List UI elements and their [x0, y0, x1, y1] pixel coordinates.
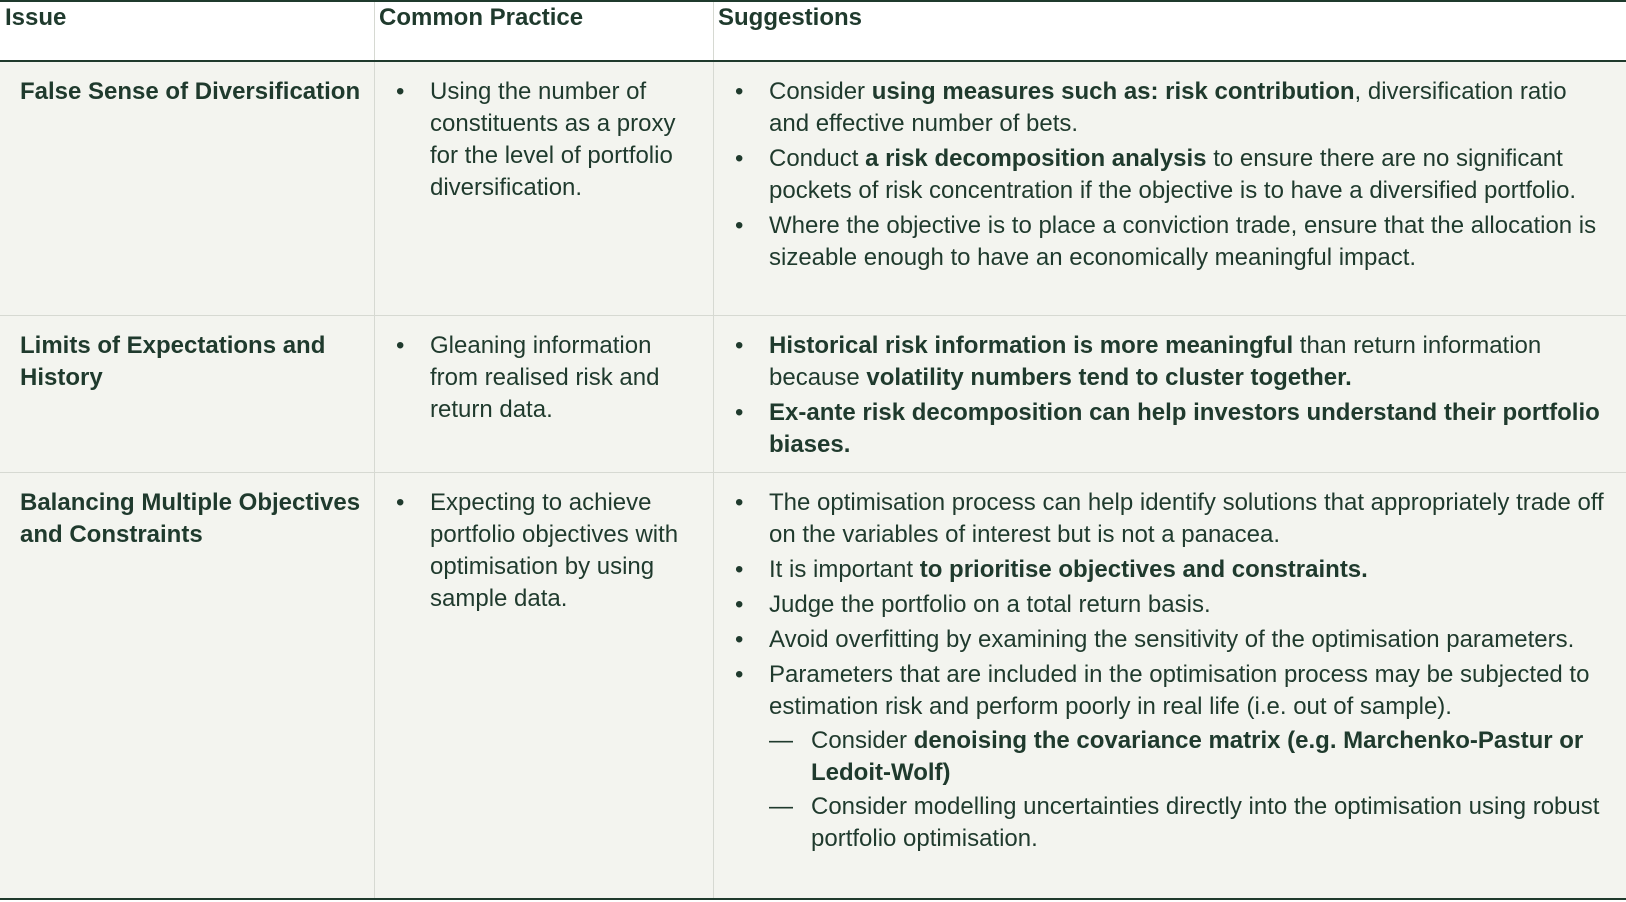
practice-cell [375, 473, 714, 898]
issue-cell: Balancing Multiple Objectives and Constraints [0, 473, 375, 898]
header-issue: Issue [0, 2, 375, 60]
sub-suggestion-item: — Consider modelling uncertainties directly into the optimisation using robust portfolio optimisation. [811, 791, 1606, 855]
suggestion-item: • Consider using measures such as: risk contribution, diversification ratio and effective number of bets. [769, 76, 1606, 140]
suggestion-item: • Parameters that are included in the optimisation process may be subjected to estimation risk and perform poorly in real life (i.e. out of sample). — Consider denoising the covariance matrix (e.g. Marchenko-Pastur or Ledoit-Wolf) — Consider modelling uncertainties directly into the optimisation using robust portfolio optimisation. [769, 659, 1606, 855]
suggestions-cell [714, 473, 1626, 898]
suggestion-item: • Avoid overfitting by examining the sensitivity of the optimisation parameters. [769, 624, 1606, 656]
suggestions-cell [714, 62, 1626, 315]
table-header-row [0, 2, 1626, 62]
practice-item: • Gleaning information from realised risk and return data. [430, 330, 703, 426]
suggestion-item: • Ex-ante risk decomposition can help investors understand their portfolio biases. [769, 397, 1606, 461]
header-common-practice: Common Practice [375, 2, 714, 60]
practice-cell [375, 316, 714, 472]
practice-item: • Expecting to achieve portfolio objectives with optimisation by using sample data. [430, 487, 703, 615]
suggestions-cell [714, 316, 1626, 472]
sub-suggestion-item: — Consider denoising the covariance matrix (e.g. Marchenko-Pastur or Ledoit-Wolf) [811, 725, 1606, 789]
sub-suggestion-list [769, 725, 1606, 855]
suggestion-item: • Conduct a risk decomposition analysis to ensure there are no significant pockets of risk concentration if the objective is to have a diversified portfolio. [769, 143, 1606, 207]
table-row [0, 316, 1626, 473]
practice-cell [375, 62, 714, 315]
suggestion-item: • The optimisation process can help identify solutions that appropriately trade off on the variables of interest but is not a panacea. [769, 487, 1606, 551]
header-suggestions: Suggestions [718, 4, 863, 31]
table-row [0, 473, 1626, 900]
practice-item: • Using the number of constituents as a proxy for the level of portfolio diversification. [430, 76, 703, 204]
issue-cell: False Sense of Diversification [0, 62, 375, 315]
suggestion-item: • Judge the portfolio on a total return basis. [769, 589, 1606, 621]
suggestion-item: • Historical risk information is more meaningful than return information because volatility numbers tend to cluster together. [769, 330, 1606, 394]
suggestion-item: • Where the objective is to place a conviction trade, ensure that the allocation is sizeable enough to have an economically meaningful impact. [769, 210, 1606, 274]
suggestion-item: • It is important to prioritise objectives and constraints. [769, 554, 1606, 586]
table-row [0, 62, 1626, 316]
issue-cell: Limits of Expectations and History [0, 316, 375, 472]
